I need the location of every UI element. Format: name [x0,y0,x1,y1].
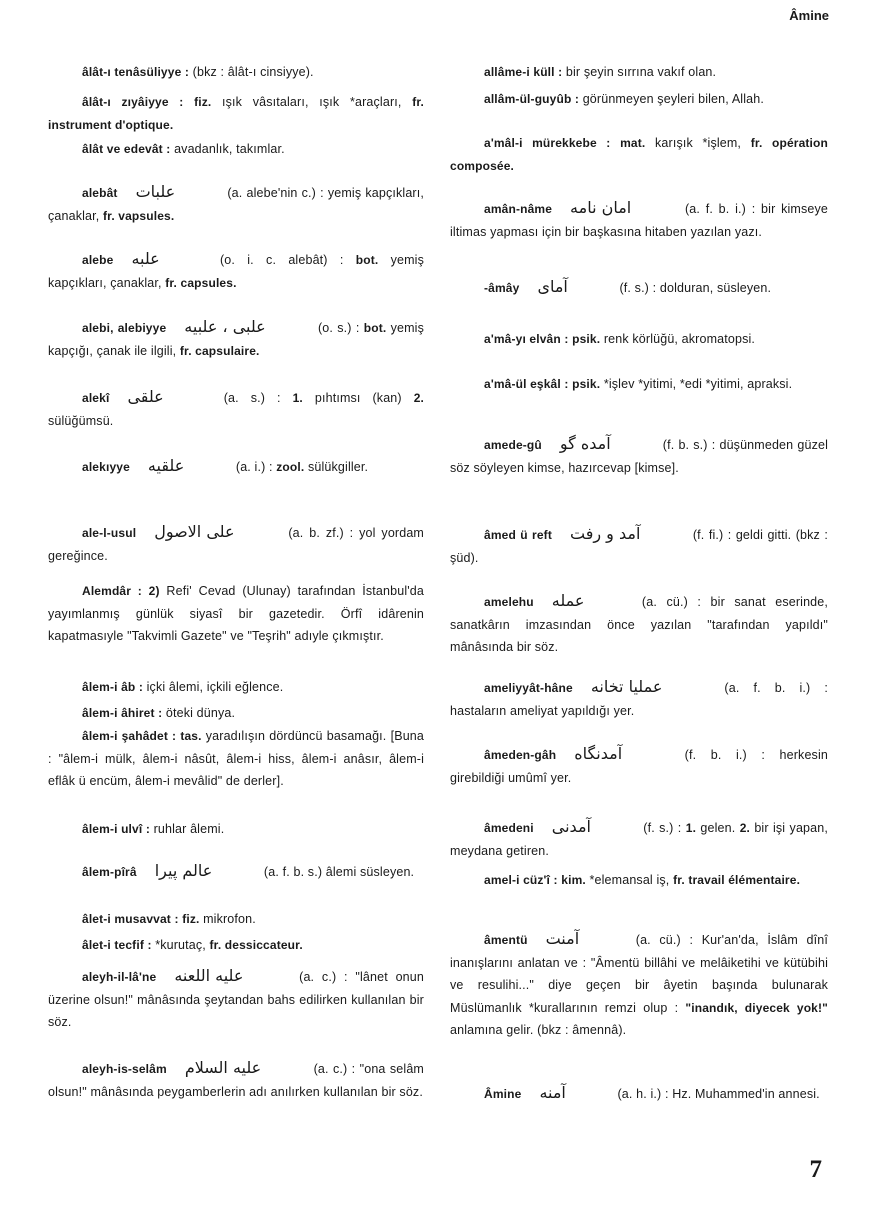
arabic-script: على الاصول [154,522,235,541]
entry-text: (a. alebe'nin c.) : yemiş kapçıkları, çanaklar, [48,186,424,223]
entry-label: fr. capsulaire. [179,343,260,358]
entry-text: yemiş kapçıkları, çanaklar, [48,253,424,290]
dictionary-entry [48,1057,424,1103]
entry-label: bot. [355,253,379,267]
entry-text: bir işi yapan, meydana getiren. [450,821,828,858]
entry-headword: allâme-i küll : [484,65,563,79]
entry-text: (a. c.) : "ona selâm olsun!" mânâsında peygamberlerin adı anılırken kullanılan bir söz. [48,1062,424,1099]
arabic-script: عليه اللعنه [174,966,244,985]
entry-label: psik. [572,332,601,346]
entry-label: 1. [685,821,697,835]
dictionary-entry [48,91,424,136]
entry-text: yaradılışın dördüncü basamağı. [Buna : "âlem-i mülk, âlem-i nâsût, âlem-i hiss, âlem-i anâsır, âlem-i eflâk ü encüm, âlem-i mevâlid" de derler]. [48,729,424,788]
entry-text: sülükgiller. [304,460,369,474]
entry-headword: âmeden-gâh [484,748,557,762]
dictionary-entry [48,580,424,648]
arabic-script: عمليا تخانه [590,677,663,696]
entry-text: (a. f. b. i.) : hastaların ameliyat yapıldığı yer. [450,681,828,718]
entry-headword: âlem-i şahâdet : [82,729,177,743]
entry-text: (a. b. zf.) : yol yordam gereğince. [48,526,424,563]
entry-label: zool. [276,460,305,474]
page-number: 7 [809,1156,822,1183]
entry-headword: amel-i cüz'î : [484,873,558,887]
entry-label: fiz. [194,95,212,109]
entry-headword: âlât ve edevât : [82,142,171,156]
dictionary-entry [48,725,424,793]
arabic-script: امان نامه [570,198,632,217]
entry-text: Refi' Cevad (Ulunay) tarafından İstanbul'da yayımlanmış günlük siyasî bir gazetedir. Örfî idârenin kapatmasıyle "Takvimli Gazete" ve "Teşrih" adıyle çıkmıştır. [48,584,424,643]
dictionary-entry [450,523,828,569]
entry-headword: âmedeni [484,821,534,835]
entry-headword: aleyh-il-lâ'ne [82,970,157,984]
dictionary-entry [450,676,828,722]
arabic-script: آمده گو [559,434,611,453]
entry-label: tas. [180,729,202,743]
arabic-script: عمله [551,591,585,610]
entry-text: (o. s.) : [313,321,364,335]
arabic-script: علقيه [147,456,185,475]
entry-headword: âlât-ı tenâsüliyye : [82,65,190,79]
entry-label: fr. dessiccateur. [209,938,303,952]
entry-text: (a. s.) : [211,391,293,405]
entry-text [610,136,620,150]
entry-headword: amede-gû [484,438,542,452]
entry-headword: alebi, alebiyye [82,321,167,335]
entry-text: yemiş kapçığı, çanak ile ilgili, [48,321,424,358]
dictionary-entry [450,1082,828,1106]
dictionary-entry [450,328,828,351]
entry-label: fr. travail élémentaire. [673,873,801,887]
entry-headword: âlem-i ulvî : [82,822,150,836]
dictionary-entry [48,908,424,931]
dictionary-entry [48,521,424,567]
arabic-script: عالم پيرا [154,861,213,880]
arabic-script: علقى [127,387,164,406]
entry-text: bir şeyin sırrına vakıf olan. [562,65,717,79]
entry-text: (a. i.) : [232,460,277,474]
entry-text: avadanlık, takımlar. [170,142,285,156]
entry-text: görünmeyen şeyleri bilen, Allah. [579,92,764,106]
entry-label: fr. capsules. [165,275,237,290]
entry-label: psik. [572,377,601,391]
entry-label: 1. [292,391,303,405]
entry-headword: a'mâ-ül eşkâl : [484,377,569,391]
dictionary-entry [48,61,424,84]
dictionary-entry [48,965,424,1034]
entry-text: ışık vâsıtaları, ışık *araçları, [211,95,413,109]
dictionary-entry [48,316,424,362]
entry-text: renk körlüğü, akromatopsi. [600,332,756,346]
dictionary-entry [48,702,424,725]
arabic-script: آمنت [545,929,580,948]
entry-text: (o. i. c. alebât) : [207,253,356,267]
entry-headword: âlem-i âb : [82,680,143,694]
entry-headword: âlet-i musavvat : [82,912,179,926]
entry-headword: alekî [82,391,110,405]
running-head: Âmine [789,8,829,23]
entry-headword: aleyh-is-selâm [82,1062,167,1076]
entry-headword: ameliyyât-hâne [484,681,573,695]
entry-headword: alekıyye [82,460,130,474]
entry-headword: âmentü [484,933,528,947]
entry-label: fr. vapsules. [103,208,175,223]
arabic-script: علبى ، علبيه [184,317,266,336]
dictionary-entry [48,455,424,479]
entry-text: (bkz : âlât-ı cinsiyye). [189,65,314,79]
entry-headword: alebe [82,253,114,267]
dictionary-entry [450,590,828,659]
entry-text: (a. cü.) : bir sanat eserinde, sanatkârın imzasından önce yazılan "tarafından yapıldı" mânâsında bir söz. [450,595,828,654]
entry-text: içki âlemi, içkili eğlence. [143,680,284,694]
entry-text: mikrofon. [199,912,256,926]
dictionary-entry [48,934,424,957]
entry-text: *işlev *yitimi, *edi *yitimi, apraksi. [600,377,793,391]
entry-text: anlamına gelir. (bkz : âmennâ). [450,1023,627,1037]
entry-text: (a. f. b. i.) : bir kimseye iltimas yapması için bir başkasına hitaben yazılan yazı. [450,202,828,239]
entry-headword: âmed ü reft [484,528,552,542]
entry-text: öteki dünya. [162,706,236,720]
entry-text [183,95,194,109]
entry-text: *elemansal iş, [585,873,674,887]
entry-headword: a'mâl-i mürekkebe : [484,136,611,150]
dictionary-entry [48,386,424,432]
entry-text: (f. b. i.) : herkesin girebildiği umûmî yer. [450,748,828,785]
entry-text: (a. h. i.) : Hz. Muhammed'in annesi. [613,1087,820,1101]
dictionary-entry [450,928,828,1042]
entry-headword: a'mâ-yı elvân : [484,332,569,346]
entry-text: *kurutaç, [151,938,210,952]
entry-label: fiz. [182,912,200,926]
dictionary-entry [450,743,828,789]
entry-label: "inandık, diyecek yok!" [685,1000,828,1015]
entry-text: sülüğümsü. [48,413,114,428]
dictionary-entry [450,373,828,396]
entry-text: (a. f. b. s.) âlemi süsleyen. [260,865,415,879]
dictionary-entry [450,276,828,300]
entry-headword: âlet-i tecfif : [82,938,152,952]
dictionary-entry [48,818,424,841]
entry-text: pıhtımsı (kan) [302,391,414,405]
arabic-script: علبات [135,182,176,201]
entry-headword: ale-l-usul [82,526,137,540]
entry-text: (a. cü.) : Kur'an'da, İslâm dînî inanışlarını anlatan ve : "Âmentü billâhi ve melâiketihi ve kütübihi ve resulihi..." diye geçen bir âyetin başında bulunarak Müslümanlık *kurallarının remzi olup : [450,933,828,1015]
entry-text: (f. s.) : [638,821,686,835]
entry-headword: âlât-ı zıyâiyye : [82,95,184,109]
dictionary-entry [450,816,828,862]
dictionary-entry [48,248,424,294]
entry-headword: Alemdâr : 2) [82,584,160,598]
arabic-script: آمنه [539,1083,566,1102]
dictionary-entry [450,132,828,177]
entry-headword: -âmây [484,281,520,295]
arabic-script: آمد و رفت [569,524,641,543]
dictionary-entry [450,61,828,84]
entry-headword: âlem-pîrâ [82,865,137,879]
entry-text: gelen. [696,821,740,835]
arabic-script: عليه السلام [184,1058,262,1077]
entry-label: kim. [561,873,586,887]
entry-label: fr. opération composée. [450,136,829,173]
entry-headword: amelehu [484,595,534,609]
entry-headword: allâm-ül-guyûb : [484,92,580,106]
entry-headword: alebât [82,186,118,200]
entry-label: mat. [620,136,646,150]
entry-text: (a. c.) : "lânet onun üzerine olsun!" mânâsında şeytandan bahs edilirken kullanılan bir söz. [48,970,424,1029]
dictionary-entry [48,181,424,227]
dictionary-entry [450,869,828,892]
arabic-script: علبه [131,249,160,268]
entry-label: fr. instrument d'optique. [48,95,425,132]
arabic-script: آمدنى [551,817,591,836]
arabic-script: آمدنگاه [574,744,623,763]
entry-label: 2. [413,391,424,405]
dictionary-entry [48,138,424,161]
entry-headword: âlem-i âhiret : [82,706,163,720]
entry-text: (f. fi.) : geldi gitti. (bkz : şüd). [450,528,828,565]
entry-label: 2. [739,821,750,835]
entry-text: (f. s.) : dolduran, süsleyen. [615,281,772,295]
dictionary-entry [450,433,828,479]
entry-text: (f. b. s.) : düşünmeden güzel söz söyleyen kimse, hazırcevap [kimse]. [450,438,828,475]
entry-headword: amân-nâme [484,202,553,216]
entry-text: ruhlar âlemi. [149,822,225,836]
entry-label: bot. [363,321,387,335]
dictionary-entry [450,88,828,111]
entry-text: karışık *işlem, [645,136,751,150]
dictionary-entry [48,860,424,884]
arabic-script: آماى [537,277,568,296]
entry-headword: Âmine [484,1087,522,1101]
dictionary-entry [48,676,424,699]
dictionary-entry [450,197,828,243]
